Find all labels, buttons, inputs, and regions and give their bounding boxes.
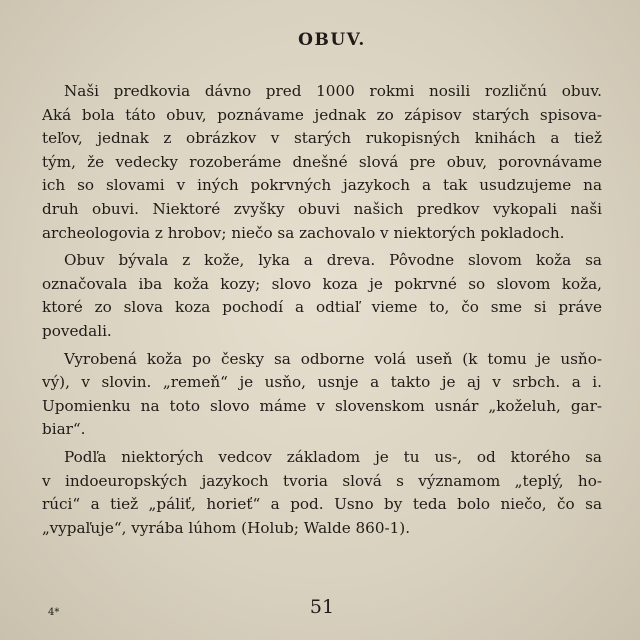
text-line: rúci“ a tiež „páliť, horieť“ a pod. Usno by teda bolo niečo, čo sa (42, 495, 602, 514)
text-line: vý), v slovin. „remeň“ je usňo, usnje a takto je aj v srbch. a i. (42, 373, 602, 392)
text-line: Naši predkovia dávno pred 1000 rokmi nosili rozličnú obuv. (64, 82, 602, 100)
text-line: tým, že vedecky rozoberáme dnešné slová pre obuv, porovnávame (42, 152, 602, 171)
text-line: povedali. (42, 321, 112, 340)
book-page (42, 30, 602, 630)
text-line: Obuv bývala z kože, lyka a dreva. Pôvodne slovom koža sa (64, 251, 602, 270)
text-line: Upomienku na toto slovo máme v slovenskom usnár „koželuh, gar- (42, 396, 602, 415)
paragraph-3 (42, 348, 602, 442)
page-number: 51 (309, 596, 335, 618)
text-line: označovala iba koža kozy; slovo koza je pokrvné so slovom koža, (42, 274, 602, 293)
text-line: Podľa niektorých vedcov základom je tu us-, od ktorého sa (64, 447, 602, 466)
text-line: v indoeuropských jazykoch tvoria slová s významom „teplý, ho- (42, 471, 602, 490)
text-line: ich so slovami v iných pokrvných jazykoch a tak usudzujeme na (42, 176, 602, 195)
page-title: OBUV. (298, 30, 366, 50)
text-line: ktoré zo slova koza pochodí a odtiaľ vieme to, čo sme si práve (42, 298, 602, 317)
paragraph-4 (42, 446, 602, 540)
text-line: Aká bola táto obuv, poznávame jednak zo zápisov starých spisova- (42, 105, 602, 124)
printer-signature-mark: 4* (48, 607, 60, 618)
text-line: „vypaľuje“, vyrába lúhom (Holub; Walde 860-1). (42, 518, 411, 537)
text-line: teľov, jednak z obrázkov v starých rukopisných knihách a tiež (42, 129, 602, 148)
paragraph-1 (42, 80, 602, 245)
text-line: archeologovia z hrobov; niečo sa zachovalo v niektorých pokladoch. (42, 223, 565, 242)
text-line: druh obuvi. Niektoré zvyšky obuvi našich predkov vykopali naši (42, 199, 602, 218)
paragraph-2 (42, 249, 602, 343)
text-line: biar“. (42, 420, 86, 439)
text-line: Vyrobená koža po česky sa odborne volá useň (k tomu je usňo- (64, 349, 602, 368)
